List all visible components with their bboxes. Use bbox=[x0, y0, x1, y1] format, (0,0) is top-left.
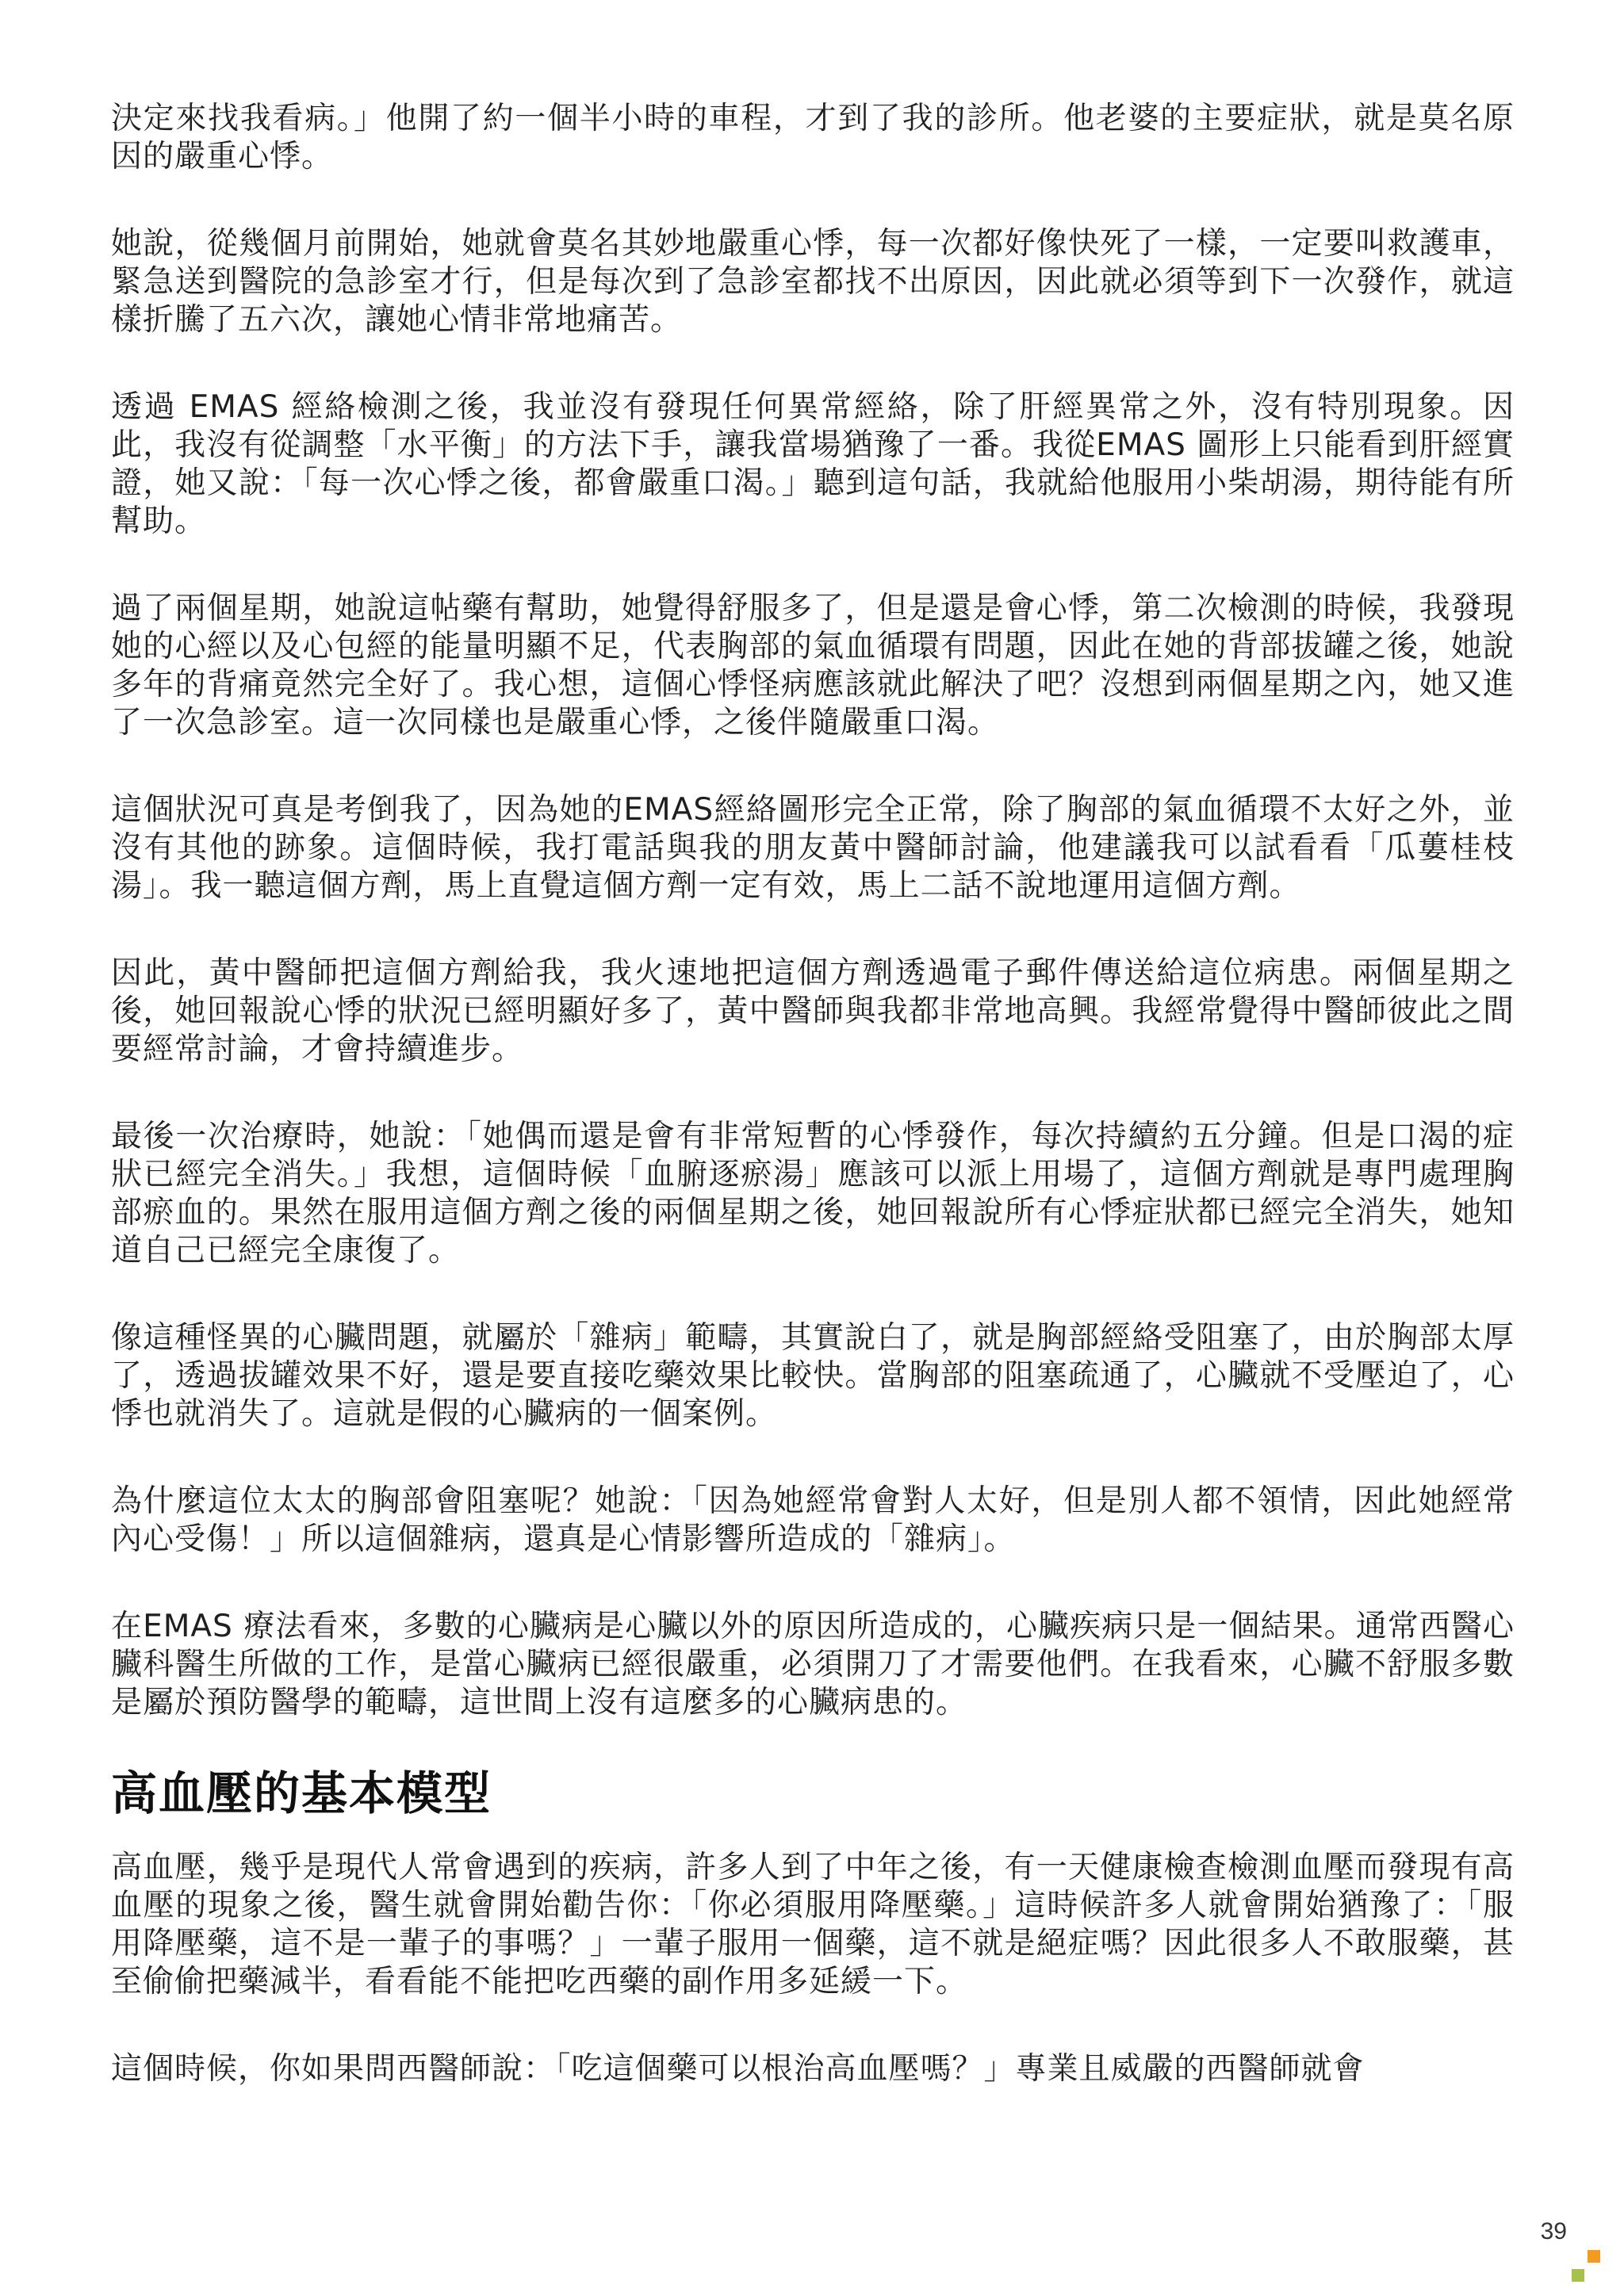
paragraph-5: 這個狀況可真是考倒我了，因為她的EMAS經絡圖形完全正常，除了胸部的氣血循環不太好之外，並沒有其他的跡象。這個時候，我打電話與我的朋友黃中醫師討論，他建議我可以試看看「瓜蔞桂枝湯」。我一聽這個方劑，馬上直覺這個方劑一定有效，馬上二話不說地運用這個方劑。 bbox=[111, 792, 1515, 904]
paragraph-6: 因此，黃中醫師把這個方劑給我，我火速地把這個方劑透過電子郵件傳送給這位病患。兩個星期之後，她回報說心悸的狀況已經明顯好多了，黃中醫師與我都非常地高興。我經常覺得中醫師彼此之間要經常討論，才會持續進步。 bbox=[111, 955, 1515, 1067]
paragraph-2: 她說，從幾個月前開始，她就會莫名其妙地嚴重心悸，每一次都好像快死了一樣，一定要叫救護車，緊急送到醫院的急診室才行，但是每次到了急診室都找不出原因，因此就必須等到下一次發作，就這樣折騰了五六次，讓她心情非常地痛苦。 bbox=[111, 226, 1515, 338]
orange-square-icon bbox=[1588, 2250, 1600, 2263]
paragraph-12: 這個時候，你如果問西醫師說：「吃這個藥可以根治高血壓嗎？」專業且威嚴的西醫師就會 bbox=[111, 2051, 1365, 2087]
paragraph-10: 在EMAS 療法看來，多數的心臟病是心臟以外的原因所造成的，心臟疾病只是一個結果。通常西醫心臟科醫生所做的工作，是當心臟病已經很嚴重，必須開刀了才需要他們。在我看來，心臟不舒服多數是屬於預防醫學的範疇，這世間上沒有這麼多的心臟病患的。 bbox=[111, 1609, 1515, 1720]
page-body bbox=[111, 100, 1515, 2137]
paragraph-4: 過了兩個星期，她說這帖藥有幫助，她覺得舒服多了，但是還是會心悸，第二次檢測的時候，我發現她的心經以及心包經的能量明顯不足，代表胸部的氣血循環有問題，因此在她的背部拔罐之後，她說多年的背痛竟然完全好了。我心想，這個心悸怪病應該就此解決了吧？沒想到兩個星期之內，她又進了一次急診室。這一次同樣也是嚴重心悸，之後伴隨嚴重口渴。 bbox=[111, 591, 1515, 740]
green-square-icon bbox=[1572, 2269, 1584, 2282]
paragraph-3: 透過 EMAS 經絡檢測之後，我並沒有發現任何異常經絡，除了肝經異常之外，沒有特別現象。因此，我沒有從調整「水平衡」的方法下手，讓我當場猶豫了一番。我從EMAS 圖形上只能看到肝經實證，她又說：「每一次心悸之後，都會嚴重口渴。」聽到這句話，我就給他服用小柴胡湯，期待能有所幫助。 bbox=[111, 389, 1515, 539]
section-heading: 高血壓的基本模型 bbox=[111, 1766, 492, 1820]
page-number: 39 bbox=[1540, 2218, 1567, 2244]
paragraph-8: 像這種怪異的心臟問題，就屬於「雜病」範疇，其實說白了，就是胸部經絡受阻塞了，由於胸部太厚了，透過拔罐效果不好，還是要直接吃藥效果比較快。當胸部的阻塞疏通了，心臟就不受壓迫了，心悸也就消失了。這就是假的心臟病的一個案例。 bbox=[111, 1320, 1515, 1432]
paragraph-1: 決定來找我看病。」他開了約一個半小時的車程，才到了我的診所。他老婆的主要症狀，就是莫名原因的嚴重心悸。 bbox=[111, 101, 1515, 174]
paragraph-9: 為什麼這位太太的胸部會阻塞呢？她說：「因為她經常會對人太好，但是別人都不領情，因此她經常內心受傷！」所以這個雜病，還真是心情影響所造成的「雜病」。 bbox=[111, 1483, 1515, 1557]
corner-decoration-icon bbox=[1572, 2250, 1600, 2282]
paragraph-7: 最後一次治療時，她說：「她偶而還是會有非常短暫的心悸發作，每次持續約五分鐘。但是口渴的症狀已經完全消失。」我想，這個時候「血腑逐瘀湯」應該可以派上用場了，這個方劑就是專門處理胸部瘀血的。果然在服用這個方劑之後的兩個星期之後，她回報說所有心悸症狀都已經完全消失，她知道自己已經完全康復了。 bbox=[111, 1119, 1515, 1269]
paragraph-11: 高血壓，幾乎是現代人常會遇到的疾病，許多人到了中年之後，有一天健康檢查檢測血壓而發現有高血壓的現象之後，醫生就會開始勸告你：「你必須服用降壓藥。」這時候許多人就會開始猶豫了：「服用降壓藥，這不是一輩子的事嗎？」一輩子服用一個藥，這不就是絕症嗎？因此很多人不敢服藥，甚至偷偷把藥減半，看看能不能把吃西藥的副作用多延緩一下。 bbox=[111, 1850, 1515, 1999]
